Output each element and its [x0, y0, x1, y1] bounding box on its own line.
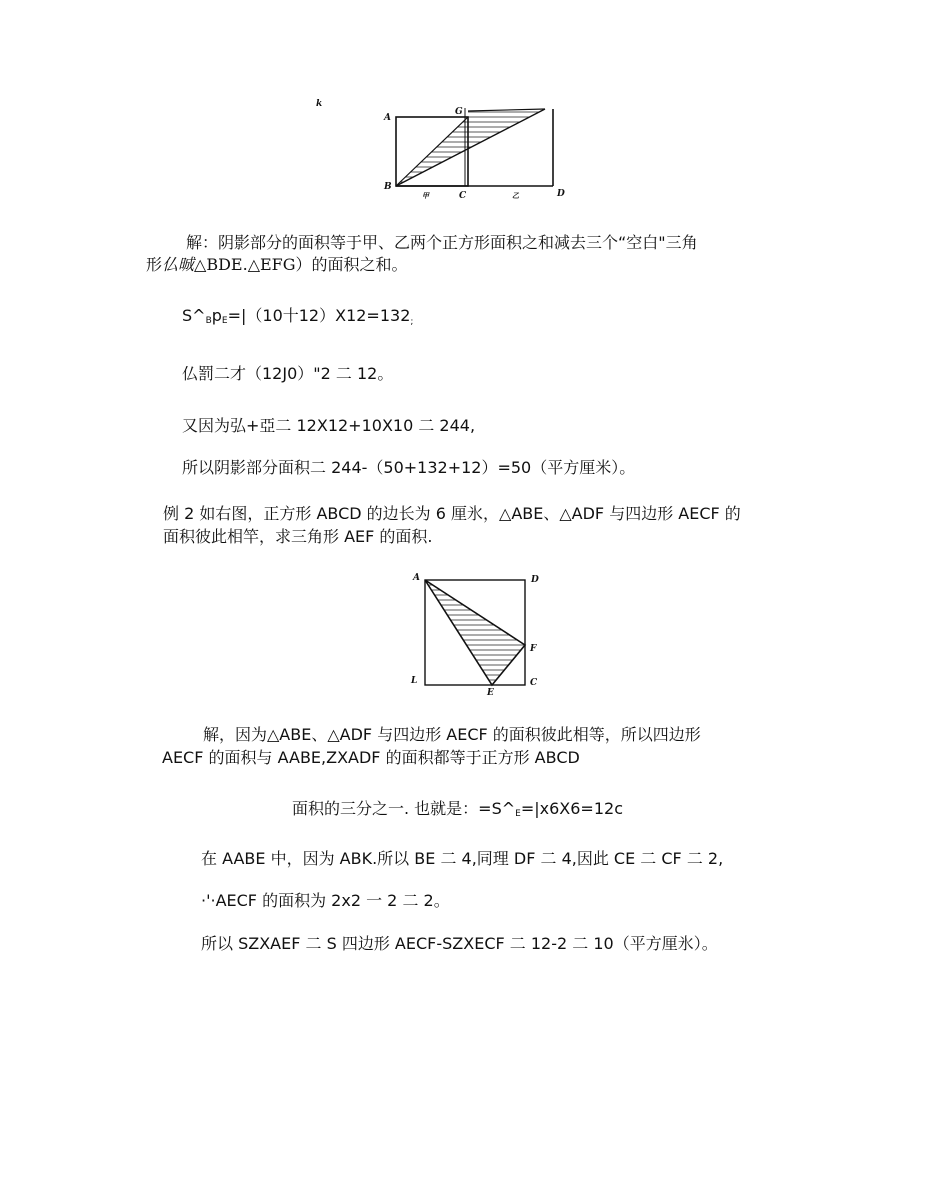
sol2-line3-sub: E [515, 809, 521, 819]
fig1-label-d: D [557, 189, 565, 199]
sol1-equation-4: 所以阴影部分面积二 244-（50+132+12）=50（平方厘米）。 [182, 458, 636, 477]
eq1-part-d: ; [410, 317, 414, 327]
eq1-sub-b: B [205, 316, 212, 326]
sol2-line4: 在 AABE 中，因为 ABK.所以 BE 二 4,同理 DF 二 4,因此 CE 二 CF 二 2, [201, 849, 724, 868]
sol2-line5: ·'·AECF 的面积为 2x2 一 2 二 2。 [201, 891, 450, 910]
sol1-line2-rest: △BDE.△EFG）的面积之和。 [194, 255, 408, 274]
fig1-label-k: k [316, 99, 323, 109]
sol1-equation-2: 仏罰二才（12J0）"2 二 12。 [182, 364, 394, 383]
fig1-label-g: G [455, 107, 463, 117]
triangle-aef [425, 580, 525, 685]
example2-line1: 例 2 如右图，正方形 ABCD 的边长为 6 厘氷，△ABE、△ADF 与四边形 AECF 的 [163, 504, 741, 523]
fig1-label-a: A [384, 113, 391, 123]
fig2-label-f: F [530, 644, 537, 654]
sol2-line6: 所以 SZXAEF 二 S 四边形 AECF-SZXECF 二 12-2 二 10（平方厘氷）。 [201, 934, 718, 953]
fig1-label-yi: 乙 [512, 191, 519, 200]
fig2-label-b: L [411, 676, 418, 686]
fig1-label-jia: 甲 [422, 191, 429, 200]
sol2-line1: 解，因为△ABE、△ADF 与四边形 AECF 的面积彼此相等，所以四边形 [203, 725, 701, 744]
sol1-equation-3: 又因为弘+亞二 12X12+10X10 二 244, [182, 416, 476, 435]
sol2-line3-b: =|x6X6=12c [520, 799, 623, 818]
square-abcd [425, 580, 525, 685]
sol2-line2: AECF 的面积与 AABE,ZXADF 的面积都等于正方形 ABCD [162, 748, 580, 767]
eq1-part-c: =|（10十12）X12=132 [227, 306, 411, 325]
sol1-line2-prefix: 形 [146, 255, 163, 274]
eq1-part-a: S^ [182, 306, 206, 325]
sol1-line2-garbled: 仏晠 [162, 255, 195, 274]
eq1-part-b: p [211, 306, 222, 325]
fig2-label-d: D [531, 575, 539, 585]
eq1-sub-e: E [221, 316, 228, 326]
fig2-label-a: A [413, 573, 420, 583]
fig1-label-c: C [459, 191, 467, 201]
fig1-label-b: B [384, 182, 392, 192]
sol2-line3-a: 面积的三分之一. 也就是：=S^ [292, 799, 516, 818]
sol2-line3 [292, 796, 623, 819]
fig2-label-e: E [487, 688, 494, 698]
example2-line2: 面积彼此相竿，求三角形 AEF 的面积. [163, 527, 433, 546]
sol1-line1-text: 解：阴影部分的面积等于甲、乙两个正方形面积之和减去三个“空白"三角 [186, 233, 698, 252]
fig2-label-c: C [530, 678, 538, 688]
